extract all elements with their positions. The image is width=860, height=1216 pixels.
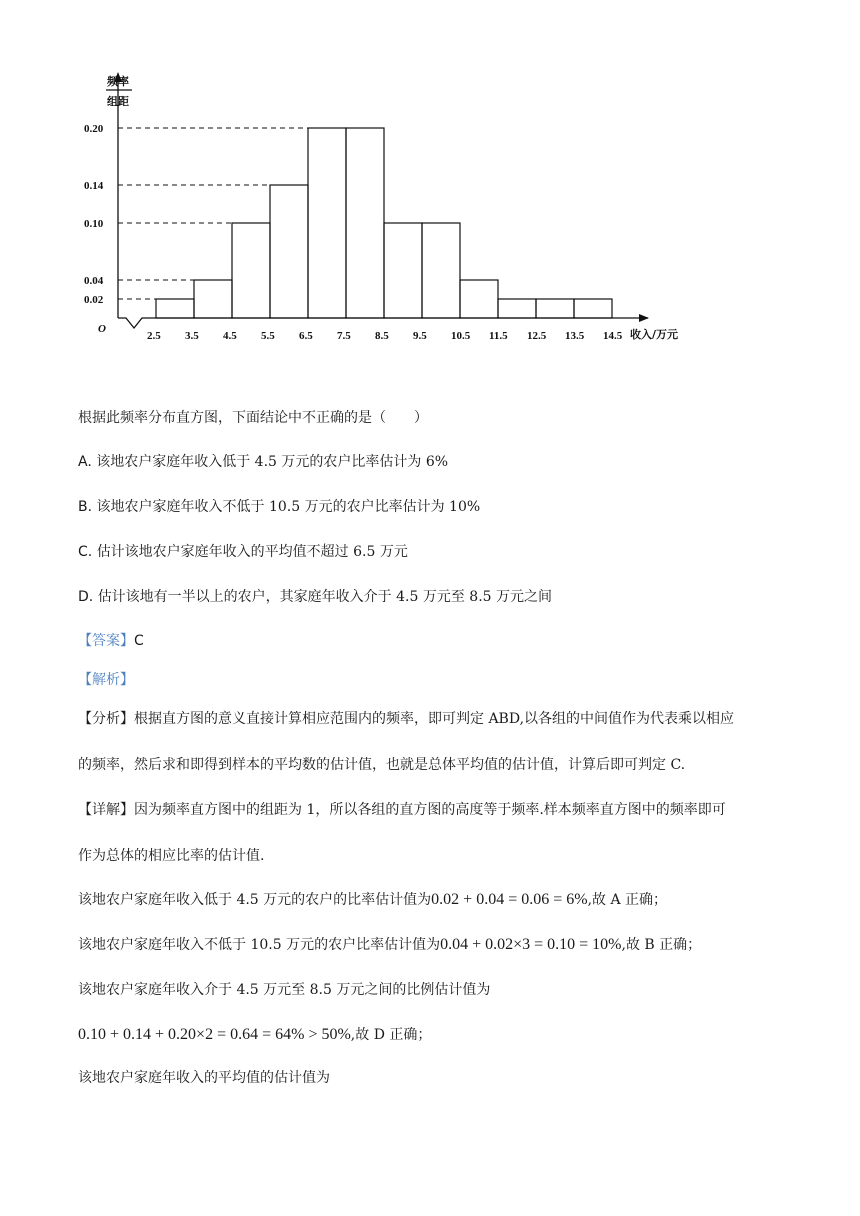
histogram-bar bbox=[422, 223, 460, 318]
y-axis-label-bottom: 组距 bbox=[107, 95, 129, 108]
histogram-bar bbox=[232, 223, 270, 318]
step-5 bbox=[78, 1068, 330, 1088]
step-math: 0.10 + 0.14 + 0.20×2 = 0.64 = 64% > 50% bbox=[78, 1026, 351, 1043]
option-letter: B. bbox=[78, 499, 93, 515]
answer-line bbox=[78, 631, 144, 651]
answer-value: C bbox=[134, 633, 144, 649]
y-tick-label: 0.10 bbox=[84, 218, 104, 230]
histogram-chart bbox=[70, 62, 710, 352]
option-text: 该地农户家庭年收入不低于 10.5 万元的农户比率估计为 10% bbox=[96, 499, 481, 515]
step-1 bbox=[78, 890, 667, 910]
y-tick-label: 0.20 bbox=[84, 123, 104, 135]
option-text: 估计该地有一半以上的农户，其家庭年收入介于 4.5 万元至 8.5 万元之间 bbox=[97, 589, 553, 605]
option-letter: A. bbox=[78, 454, 92, 470]
step-tail: ,故 B 正确； bbox=[621, 937, 702, 953]
y-tick-label: 0.14 bbox=[84, 180, 104, 192]
histogram-bar bbox=[194, 280, 232, 318]
x-axis-arrow bbox=[639, 314, 649, 322]
option-d bbox=[78, 587, 552, 607]
step-text: 该地农户家庭年收入的平均值的估计值为 bbox=[78, 1070, 330, 1086]
analysis-heading bbox=[78, 670, 134, 690]
step-tail: ,故 A 正确； bbox=[587, 892, 668, 908]
histogram-bar bbox=[384, 223, 422, 318]
analysis-label: 【解析】 bbox=[78, 672, 134, 688]
x-tick-label: 12.5 bbox=[527, 330, 547, 342]
option-c bbox=[78, 542, 408, 562]
histogram-bar bbox=[156, 299, 194, 318]
xiangjie-line-1 bbox=[78, 800, 726, 820]
fenxi-line-1 bbox=[78, 709, 734, 729]
fenxi-line-2: 的频率，然后求和即得到样本的平均数的估计值，也就是总体平均值的估计值，计算后即可判定 C. bbox=[78, 757, 686, 773]
y-tick-label: 0.02 bbox=[84, 294, 104, 306]
step-4 bbox=[78, 1025, 431, 1045]
option-a bbox=[78, 452, 448, 472]
question-stem: 根据此频率分布直方图，下面结论中不正确的是（ ） bbox=[78, 410, 428, 426]
step-text: 该地农户家庭年收入不低于 10.5 万元的农户比率估计值为 bbox=[78, 937, 441, 953]
chart-x-ticks bbox=[147, 330, 623, 342]
chart-bars bbox=[156, 128, 612, 318]
x-tick-label: 8.5 bbox=[375, 330, 389, 342]
answer-label: 【答案】 bbox=[78, 633, 134, 649]
fenxi-label: 【分析】 bbox=[78, 711, 134, 727]
x-axis-line bbox=[118, 318, 648, 328]
y-tick-label: 0.04 bbox=[84, 275, 104, 287]
option-b bbox=[78, 497, 480, 517]
step-tail: ,故 D 正确； bbox=[350, 1027, 432, 1043]
histogram-bar bbox=[574, 299, 612, 318]
step-text: 该地农户家庭年收入介于 4.5 万元至 8.5 万元之间的比例估计值为 bbox=[78, 982, 491, 998]
step-2 bbox=[78, 935, 701, 955]
histogram-bar bbox=[498, 299, 536, 318]
x-tick-label: 9.5 bbox=[413, 330, 427, 342]
xiangjie-line-2: 作为总体的相应比率的估计值. bbox=[78, 848, 265, 864]
histogram-bar bbox=[308, 128, 346, 318]
x-tick-label: 6.5 bbox=[299, 330, 313, 342]
x-tick-label: 2.5 bbox=[147, 330, 161, 342]
option-text: 该地农户家庭年收入低于 4.5 万元的农户比率估计为 6% bbox=[96, 454, 449, 470]
option-text: 估计该地农户家庭年收入的平均值不超过 6.5 万元 bbox=[96, 544, 408, 560]
xiangjie-text: 因为频率直方图中的组距为 1，所以各组的直方图的高度等于频率.样本频率直方图中的频率即可 bbox=[134, 802, 726, 818]
step-3 bbox=[78, 980, 490, 1000]
x-tick-label: 5.5 bbox=[261, 330, 275, 342]
chart-y-ticks bbox=[84, 123, 104, 306]
x-tick-label: 11.5 bbox=[489, 330, 508, 342]
x-axis-label: 收入/万元 bbox=[630, 328, 679, 341]
histogram-bar bbox=[270, 185, 308, 318]
option-letter: C. bbox=[78, 544, 93, 560]
y-axis-label-top: 频率 bbox=[107, 75, 129, 88]
x-tick-label: 3.5 bbox=[185, 330, 199, 342]
fenxi-text: 根据直方图的意义直接计算相应范围内的频率，即可判定 ABD,以各组的中间值作为代表乘以相应 bbox=[134, 711, 735, 727]
histogram-bar bbox=[460, 280, 498, 318]
x-tick-label: 4.5 bbox=[223, 330, 237, 342]
step-math: 0.04 + 0.02×3 = 0.10 = 10% bbox=[440, 936, 622, 953]
x-tick-label: 13.5 bbox=[565, 330, 585, 342]
x-tick-label: 7.5 bbox=[337, 330, 351, 342]
option-letter: D. bbox=[78, 589, 94, 605]
step-math: 0.02 + 0.04 = 0.06 = 6% bbox=[431, 891, 588, 908]
x-tick-label: 10.5 bbox=[451, 330, 471, 342]
histogram-bar bbox=[346, 128, 384, 318]
xiangjie-label: 【详解】 bbox=[78, 802, 134, 818]
chart-guide-lines bbox=[118, 128, 308, 299]
x-tick-label: 14.5 bbox=[603, 330, 623, 342]
step-text: 该地农户家庭年收入低于 4.5 万元的农户的比率估计值为 bbox=[78, 892, 432, 908]
origin-label: O bbox=[98, 323, 106, 335]
histogram-bar bbox=[536, 299, 574, 318]
